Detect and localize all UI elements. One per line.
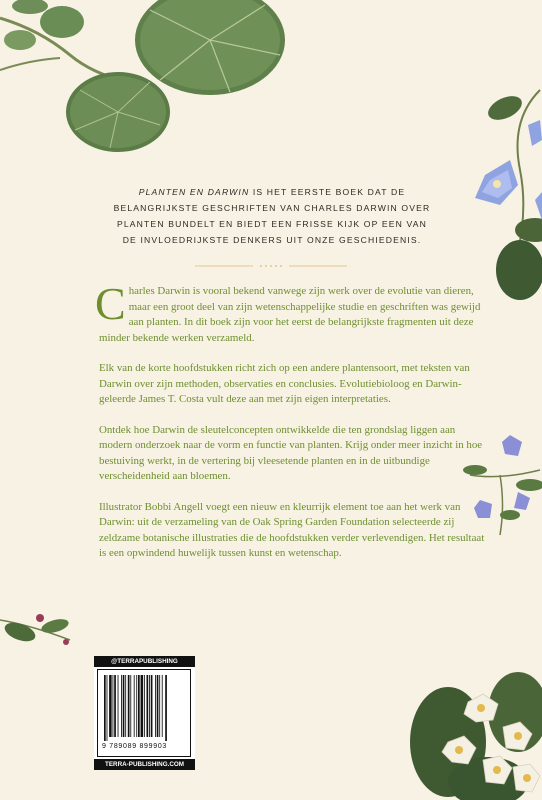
barcode-bar <box>136 675 137 737</box>
barcode-bar <box>147 675 149 737</box>
nasturtium-illustration <box>0 0 300 160</box>
barcode-bar <box>159 675 160 737</box>
barcode-bar <box>141 675 144 737</box>
barcode-bar <box>155 675 156 737</box>
barcode-bar <box>157 675 159 737</box>
barcode-bar <box>165 675 167 741</box>
intro-text: IS HET EERSTE BOEK DAT DE BELANGRIJKSTE GESCHRIFTEN VAN CHARLES DARWIN OVER PLANTEN BUNDELT EN BIEDT EEN FRISSE KIJK OP EEN VAN DE INVLOEDRIJKSTE DENKERS UIT ONZE GESCHIEDENIS. <box>113 187 431 245</box>
paragraph-3: Ontdek hoe Darwin de sleutelconcepten ontwikkelde die ten grondslag liggen aan modern onderzoek naar de vorm en functie van planten. Krijg onder meer inzicht in hoe bestuiving werkt, in de vertering bij vleesetende planten en in de uitbundige verscheidenheid aan bloemen. <box>99 423 483 482</box>
barcode-bar <box>134 675 135 737</box>
ornament-divider <box>195 263 347 269</box>
barcode-bar <box>144 675 145 737</box>
barcode-bar <box>118 675 119 737</box>
website: TERRA-PUBLISHING.COM <box>94 759 195 770</box>
barcode-bar <box>123 675 125 737</box>
barcode-bar <box>121 675 122 737</box>
barcode-bar <box>107 675 108 741</box>
barcode-bar <box>109 675 112 737</box>
barcode-bar <box>151 675 153 737</box>
barcode-bar <box>138 675 140 737</box>
white-flowers-illustration <box>408 672 542 800</box>
paragraph-2: Elk van de korte hoofdstukken richt zich op een andere plantensoort, met teksten van Darwin over zijn methoden, observaties en conclusies. Evolutiebioloog en Darwin-geleerde James T. Costa vult deze aan met zijn eigen interpretaties. <box>99 362 470 405</box>
isbn-digits: 9 789089 899903 <box>102 743 167 750</box>
book-title: PLANTEN EN DARWIN <box>138 187 250 197</box>
body-text <box>95 278 485 577</box>
paragraph-4: Illustrator Bobbi Angell voegt een nieuw en kleurrijk element toe aan het werk van Darwin: uit de verzameling van de Oak Spring Garden Foundation selecteerde zij zeldzame botanische illustraties die de hoofdstukken verder verlevendigen. Het resultaat is een opwindend huwelijk tussen kunst en wetenschap. <box>99 500 485 559</box>
barcode-bar <box>114 675 116 737</box>
barcode-bar <box>113 675 114 737</box>
paragraph-1: Charles Darwin is vooral bekend vanwege zijn werk over de evolutie van dieren, maar een groot deel van zijn wetenschappelijke studie en geschriften was gewijd aan planten. In dit boek zijn voor het eerst de belangrijkste fragmenten uit deze minder bekende werken verzameld. <box>95 278 481 344</box>
drop-cap: C <box>95 278 126 329</box>
barcode-bar <box>149 675 150 737</box>
social-handle: @TERRAPUBLISHING <box>94 656 195 667</box>
barcode <box>104 675 186 741</box>
barcode-bar <box>125 675 126 737</box>
barcode-block <box>94 656 195 770</box>
barcode-bar <box>130 675 131 737</box>
barcode-bar <box>104 675 106 741</box>
intro-statement <box>112 184 432 248</box>
barcode-bar <box>128 675 130 737</box>
plant-sprig-illustration <box>0 600 80 660</box>
barcode-bar <box>162 675 163 737</box>
